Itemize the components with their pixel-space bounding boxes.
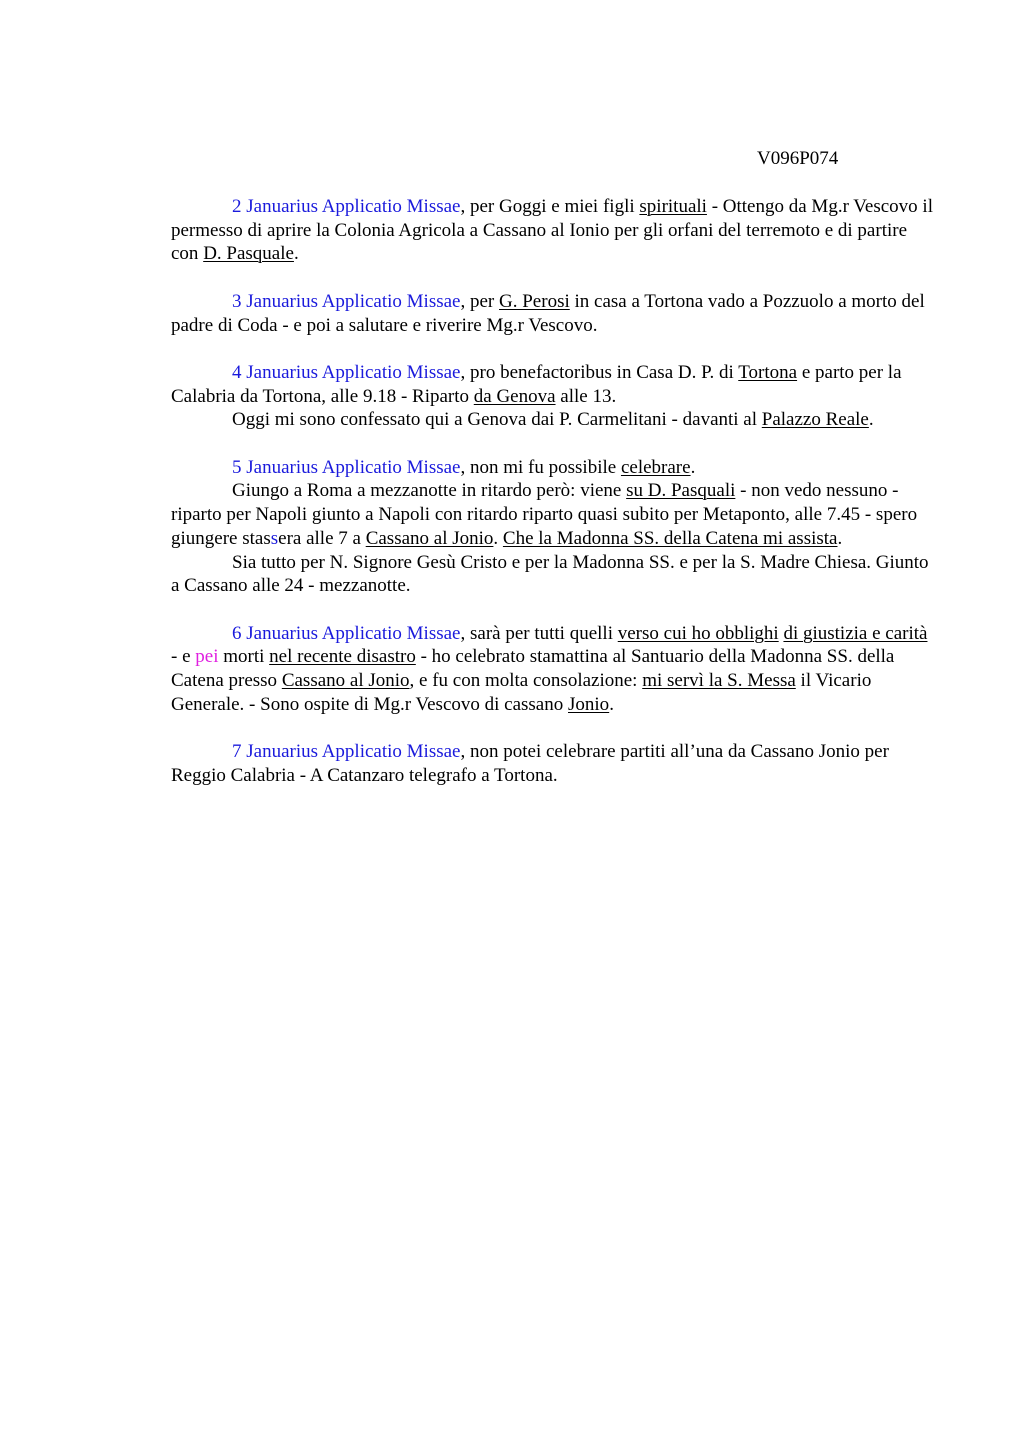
- text-run: , per: [460, 290, 500, 312]
- entry-date-heading: 4 Januarius Applicatio Missae: [232, 361, 461, 383]
- text-run: , sarà per tutti quelli: [460, 622, 618, 644]
- underlined-text: da Genova: [473, 385, 556, 407]
- underlined-text: Cassano al Jonio: [281, 670, 410, 691]
- entry-paragraph: [171, 551, 933, 598]
- underlined-text: Cassano al Jonio: [365, 527, 494, 549]
- underlined-text: Palazzo Reale: [761, 409, 869, 431]
- text-run: e parto per la Calabria da Tortona, alle 9.18 - Riparto: [171, 361, 907, 407]
- text-run: morti: [218, 646, 270, 668]
- text-run: alle 13.: [555, 385, 617, 407]
- text-run: , non potei celebrare partiti all’una da Cassano Jonio per Reggio Calabria - A Catanzaro telegrafo a Tortona.: [171, 741, 894, 786]
- underlined-text: nel recente disastro: [269, 646, 416, 668]
- highlighted-letter: s: [270, 527, 279, 549]
- underlined-text: G. Perosi: [499, 290, 570, 312]
- text-run: - ho celebrato stamattina al Santuario della Madonna SS. della Catena presso: [171, 646, 900, 691]
- diary-entry: [171, 361, 933, 432]
- entry-paragraph: [171, 408, 933, 432]
- entry-date-heading: 5 Januarius Applicatio Missae: [232, 456, 461, 478]
- underlined-text: Jonio: [568, 693, 610, 715]
- text-run: - e: [171, 622, 933, 668]
- entry-paragraph: [171, 479, 933, 550]
- text-run: , per Goggi e miei figli: [460, 196, 640, 217]
- diary-entry: [171, 740, 933, 787]
- underlined-text: su D. Pasquali: [626, 480, 736, 502]
- text-run: .: [690, 456, 696, 478]
- entry-opening-paragraph: [171, 622, 933, 717]
- diary-entry: [171, 195, 938, 266]
- entry-opening-paragraph: [171, 290, 933, 337]
- underlined-text: spirituali: [639, 196, 707, 217]
- underlined-text: Tortona: [738, 361, 798, 383]
- text-run: il Vicario Generale. - Sono ospite di Mg.r Vescovo di cassano: [171, 670, 877, 715]
- entry-opening-paragraph: [171, 361, 933, 408]
- underlined-text: di giustizia e carità: [783, 622, 928, 644]
- text-run: .: [293, 243, 299, 265]
- text-run: era alle 7 a: [278, 527, 366, 549]
- text-run: Giungo a Roma a mezzanotte in ritardo però: viene: [232, 480, 627, 502]
- underlined-text: verso cui ho obblighi: [617, 622, 779, 644]
- entry-date-heading: 6 Januarius Applicatio Missae: [232, 622, 461, 644]
- text-run: , e fu con molta consolazione:: [409, 670, 643, 691]
- entry-opening-paragraph: [171, 195, 938, 266]
- diary-entries: [171, 195, 938, 811]
- text-run: , non mi fu possibile: [460, 456, 621, 478]
- entry-date-heading: 7 Januarius Applicatio Missae: [232, 741, 461, 763]
- highlighted-word: pei: [195, 646, 219, 668]
- text-run: , pro benefactoribus in Casa D. P. di: [460, 361, 739, 383]
- text-run: Sia tutto per N. Signore Gesù Cristo e per la Madonna SS. e per la S. Madre Chiesa. Giunto a Cassano alle 24 - mezzanotte.: [171, 551, 934, 597]
- text-run: .: [493, 527, 503, 549]
- page-reference-code: V096P074: [757, 148, 839, 169]
- entry-date-heading: 2 Januarius Applicatio Missae: [232, 196, 461, 217]
- text-run: .: [868, 409, 874, 431]
- diary-entry: [171, 290, 933, 337]
- entry-date-heading: 3 Januarius Applicatio Missae: [232, 290, 461, 312]
- underlined-text: mi servì la S. Messa: [642, 670, 796, 691]
- entry-opening-paragraph: [171, 456, 933, 480]
- text-run: Oggi mi sono confessato qui a Genova dai P. Carmelitani - davanti al: [232, 409, 762, 431]
- text-run: - non vedo nessuno - riparto per Napoli giunto a Napoli con ritardo riparto quasi subito per Metaponto, alle 7.45 - spero giungere stas: [171, 480, 922, 549]
- text-run: .: [609, 693, 614, 715]
- text-run: - Ottengo da Mg.r Vescovo il permesso di aprire la Colonia Agricola a Cassano al Ionio per gli orfani del terremoto e di partire con: [171, 196, 938, 265]
- diary-entry: [171, 622, 933, 717]
- text-run: .: [837, 527, 843, 549]
- underlined-text: Che la Madonna SS. della Catena mi assista: [502, 527, 838, 549]
- diary-entry: [171, 456, 933, 598]
- text-run: in casa a Tortona vado a Pozzuolo a morto del padre di Coda - e poi a salutare e riverire Mg.r Vescovo.: [171, 290, 930, 336]
- underlined-text: D. Pasquale: [203, 243, 294, 265]
- underlined-text: celebrare: [620, 456, 691, 478]
- entry-opening-paragraph: [171, 740, 933, 787]
